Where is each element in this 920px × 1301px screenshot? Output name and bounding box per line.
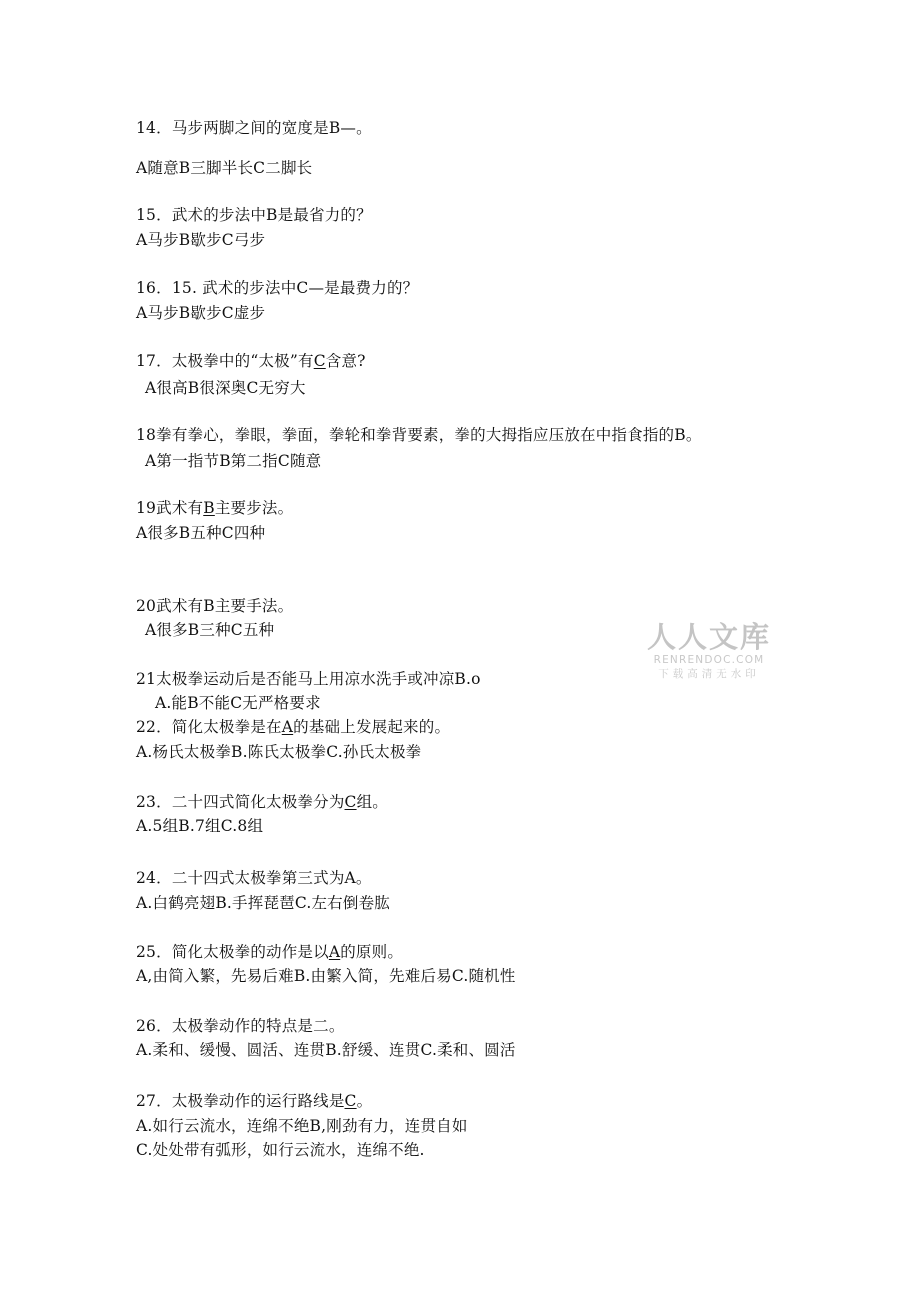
options-17: A很高B很深奥C无穷大	[145, 379, 306, 397]
answer-22: A	[281, 718, 294, 736]
question-17: 17．太极拳中的“太极”有C含意?	[136, 352, 366, 370]
watermark-subtitle: 下载高清无水印	[658, 668, 760, 680]
question-19: 19武术有B主要步法。	[136, 499, 294, 517]
question-22: 22．简化太极拳是在A的基础上发展起来的。	[136, 718, 451, 736]
options-24: A.白鹤亮翅B.手挥琵琶C.左右倒卷肱	[136, 894, 390, 912]
options-27a: A.如行云流水，连绵不绝B,刚劲有力，连贯自如	[136, 1117, 468, 1135]
question-27: 27．太极拳动作的运行路线是C。	[136, 1092, 373, 1110]
question-14: 14．马步两脚之间的宽度是B—。	[136, 119, 372, 137]
answer-27: C	[344, 1092, 357, 1110]
question-21: 21太极拳运动后是否能马上用凉水洗手或冲凉B.o	[136, 670, 481, 688]
options-22: A.杨氏太极拳B.陈氏太极拳C.孙氏太极拳	[136, 743, 422, 761]
question-24: 24．二十四式太极拳第三式为A。	[136, 869, 372, 887]
options-18: A第一指节B第二指C随意	[145, 452, 322, 470]
answer-23: C	[344, 793, 357, 811]
options-27b: C.处处带有弧形，如行云流水，连绵不绝.	[136, 1141, 425, 1159]
question-18: 18拳有拳心，拳眼，拳面，拳轮和拳背要素，拳的大拇指应压放在中指食指的B。	[136, 426, 702, 444]
options-26: A.柔和、缓慢、圆活、连贯B.舒缓、连贯C.柔和、圆活	[136, 1041, 516, 1059]
answer-25: A	[328, 943, 341, 961]
answer-19: B	[203, 499, 215, 517]
question-25: 25．简化太极拳的动作是以A的原则。	[136, 943, 404, 961]
options-23: A.5组B.7组C.8组	[136, 817, 264, 835]
options-19: A很多B五种C四种	[136, 524, 266, 542]
watermark	[644, 620, 774, 682]
answer-17: C	[313, 352, 326, 370]
options-20: A很多B三种C五种	[145, 621, 275, 639]
options-16: A马步B歇步C虚步	[136, 304, 266, 322]
options-15: A马步B歇步C弓步	[136, 231, 266, 249]
question-23: 23．二十四式简化太极拳分为C组。	[136, 793, 388, 811]
watermark-url: RENRENDOC.COM	[653, 654, 765, 666]
question-26: 26．太极拳动作的特点是二。	[136, 1017, 345, 1035]
options-21: A.能B不能C无严格要求	[155, 694, 321, 712]
options-14: A随意B三脚半长C二脚长	[136, 159, 313, 177]
question-16: 16．15. 武术的步法中C—是最费力的？	[136, 279, 419, 297]
watermark-title: 人人文库	[646, 620, 771, 654]
options-25: A,由简入繁，先易后难B.由繁入简，先难后易C.随机性	[136, 967, 516, 985]
question-20: 20武术有B主要手法。	[136, 597, 294, 615]
question-15: 15．武术的步法中B是最省力的？	[136, 206, 372, 224]
